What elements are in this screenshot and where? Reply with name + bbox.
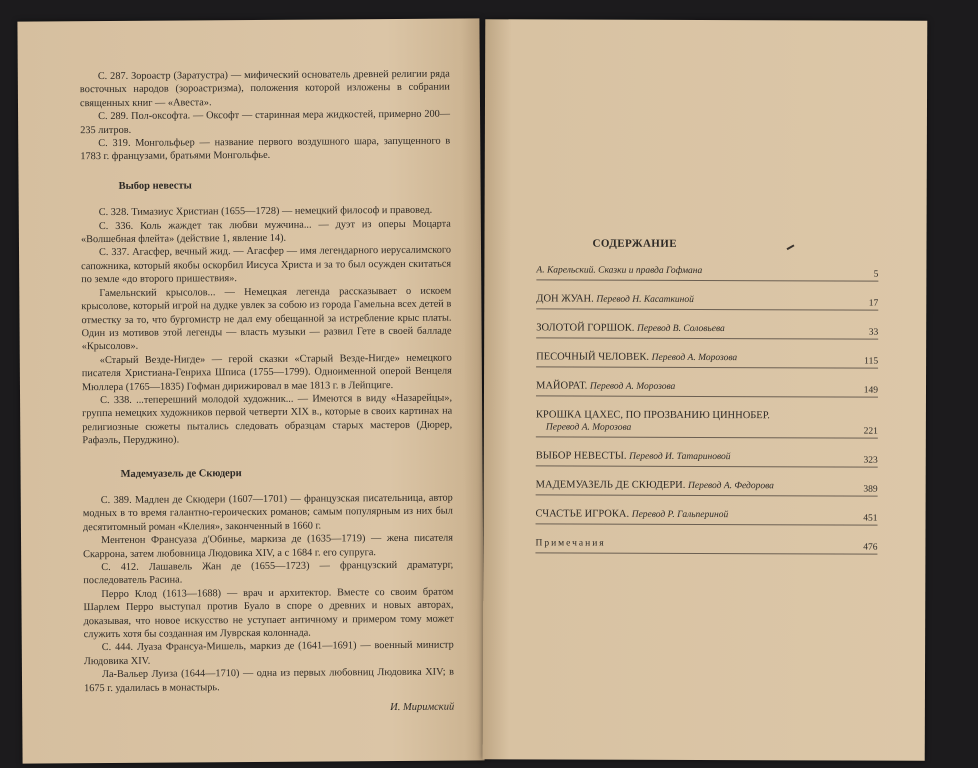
note-paragraph: С. 287. Зороастр (Заратустра) — мифический основатель древней религии ряда восточных народов (зороастризма), положения которой изложены в собрании священных книг — «Авеста». (79, 68, 450, 109)
toc-entry (536, 321, 878, 339)
toc-entry-translator: Перевод Р. Гальпериной (631, 509, 729, 521)
toc-entry-translator: Перевод Н. Касаткиной (596, 294, 694, 305)
toc-entry (536, 408, 878, 438)
toc-entry-translator: Перевод А. Морозова (589, 381, 676, 392)
toc-entry-translator: Перевод А. Федорова (688, 480, 774, 492)
note-paragraph: С. 444. Луаза Франсуа-Мишель, маркиз де (1641—1691) — военный министр Людовика XIV. (83, 640, 454, 668)
note-paragraph: С. 289. Пол-оксофта. — Оксофт — старинная мера жидкостей, примерно 200—235 литров. (80, 108, 451, 136)
right-book-page (483, 19, 928, 761)
toc-rule (536, 308, 878, 310)
toc-entry-translator: Перевод А. Морозова (651, 352, 738, 364)
toc-entry-page: 389 (863, 484, 878, 495)
toc-entry-translator: Перевод А. Морозова (545, 422, 632, 433)
note-paragraph: «Старый Везде-Нигде» — герой сказки «Старый Везде-Нигде» немецкого писателя Христиана-Генриха Шписа (1755—1799). Одноименной оперой Венцеля Мюллера (1765—1835) Гофман дирижировал в мае 1813 г. в Лейпциге. (81, 352, 452, 393)
toc-entry-page: 17 (868, 298, 879, 309)
toc-title: СОДЕРЖАНИЕ (592, 237, 677, 250)
toc-entry-page: 33 (868, 327, 879, 338)
notes-column (80, 68, 455, 717)
author-signature: И. Миримский (390, 701, 455, 714)
toc-entry-page: 115 (864, 356, 879, 367)
left-book-page (17, 18, 484, 763)
toc-entry-translator: Перевод В. Соловьева (636, 323, 725, 335)
toc-entry-page: 5 (873, 269, 879, 280)
toc-rule (536, 465, 878, 467)
toc-rule (536, 279, 878, 281)
note-paragraph: С. 336. Коль жаждет так любви мужчина... — дуэт из оперы Моцарта «Волшебная флейта» (действие 1, явление 14). (80, 218, 451, 246)
note-paragraph: С. 328. Тимазиус Христиан (1655—1728) — немецкий философ и правовед. (98, 204, 433, 219)
toc-entry-page: 451 (863, 513, 878, 524)
toc-entry (536, 449, 878, 467)
toc-rule (535, 552, 877, 554)
toc-entry (536, 478, 878, 496)
note-paragraph: С. 337. Агасфер, вечный жид. — Агасфер — имя легендарного иерусалимского сапожника, который якобы оскорбил Иисуса Христа и за то был осужден скитаться по земле «до второго пришествия». (81, 245, 452, 286)
toc-rule (536, 337, 878, 339)
toc-entry-title: ПЕСОЧНЫЙ ЧЕЛОВЕК. (536, 351, 650, 363)
note-paragraph: С. 338. ...теперешний молодой художник... — Имеются в виду «Назарейцы», группа немецких художников первой четверти XIX в., которые в своих картинах на религиозные сюжеты пытались следовать образцам старых мастеров (Дюрер, Рафаэль, Перуджино). (82, 392, 453, 447)
toc-entry-title: СЧАСТЬЕ ИГРОКА. (535, 508, 630, 520)
toc-entry-page: 149 (863, 385, 879, 396)
toc-rule (536, 436, 878, 438)
toc-entry-page: 476 (863, 542, 878, 553)
toc-entry-title: А. Карельский. Сказки и правда Гофмана (536, 265, 703, 276)
note-paragraph: С. 412. Лашавель Жан де (1655—1723) — французский драматург, последователь Расина. (83, 559, 454, 587)
note-paragraph: Ла-Вальер Луиза (1644—1710) — одна из первых любовниц Людовика XIV; в 1675 г. удалилась в монастырь. (84, 666, 455, 694)
toc-entry (536, 263, 878, 281)
toc-entry (536, 507, 878, 525)
toc-entry (536, 379, 878, 397)
toc-entry-title: МАДЕМУАЗЕЛЬ ДЕ СКЮДЕРИ. (535, 479, 686, 491)
toc-entry-page: 221 (863, 426, 878, 437)
toc-entry-title: ДОН ЖУАН. (536, 293, 594, 305)
toc-entry-title: ЗОЛОТОЙ ГОРШОК. (536, 322, 635, 334)
toc-entry (536, 350, 878, 368)
toc-entry (536, 292, 878, 310)
toc-rule (536, 366, 878, 368)
toc-rule (536, 395, 878, 397)
toc-entry-title: Примечания (535, 538, 606, 549)
section-heading-vybor-nevesty: Выбор невесты (118, 180, 192, 192)
toc-entry-title: МАЙОРАТ. (535, 380, 588, 392)
toc-entry-title: КРОШКА ЦАХЕС, ПО ПРОЗВАНИЮ ЦИННОБЕР. (535, 409, 770, 422)
toc-rule (536, 523, 878, 525)
section-heading-scuderi: Мадемуазель де Скюдери (120, 467, 242, 480)
note-paragraph: Ментенон Франсуаза д'Обинье, маркиза де (1635—1719) — жена писателя Скаррона, затем любовница Людовика XIV, а с 1684 г. его супруга. (83, 532, 454, 560)
toc-entry-title: ВЫБОР НЕВЕСТЫ. (535, 450, 627, 462)
toc-entry-page: 323 (863, 455, 878, 466)
toc-entry (535, 536, 877, 554)
note-paragraph: Перро Клод (1613—1688) — врач и архитектор. Вместе со своим братом Шарлем Перро выступал против Буало в споре о древних и новых авторах, доказывая, что новое искусство не уступает античному и примером тому может служить хотя бы созданная им Луврская колоннада. (83, 586, 454, 641)
table-of-contents (535, 263, 878, 566)
note-paragraph: С. 319. Монгольфьер — название первого воздушного шара, запущенного в 1783 г. французами, братьями Монгольфье. (80, 135, 451, 163)
note-paragraph: С. 389. Мадлен де Скюдери (1607—1701) — французская писательница, автор модных в то время галантно-героических романов; самым популярным из них был десятитомный роман «Клелия», законченный в 1660 г. (82, 492, 453, 533)
toc-entry-translator: Перевод И. Татариновой (629, 451, 731, 463)
note-paragraph: Гамельнский крысолов... — Немецкая легенда рассказывает о искоем крысолове, который игрой на дудке увлек за собою из города Гамельна всех детей в отместку за то, что бургомистр не дал ему обещанной за истребление крыс платы. Один из мотивов этой легенды — власть музыки — развил Гете в своей балладе «Крысолов». (81, 285, 452, 353)
toc-rule (536, 494, 878, 496)
pen-mark (787, 244, 795, 250)
